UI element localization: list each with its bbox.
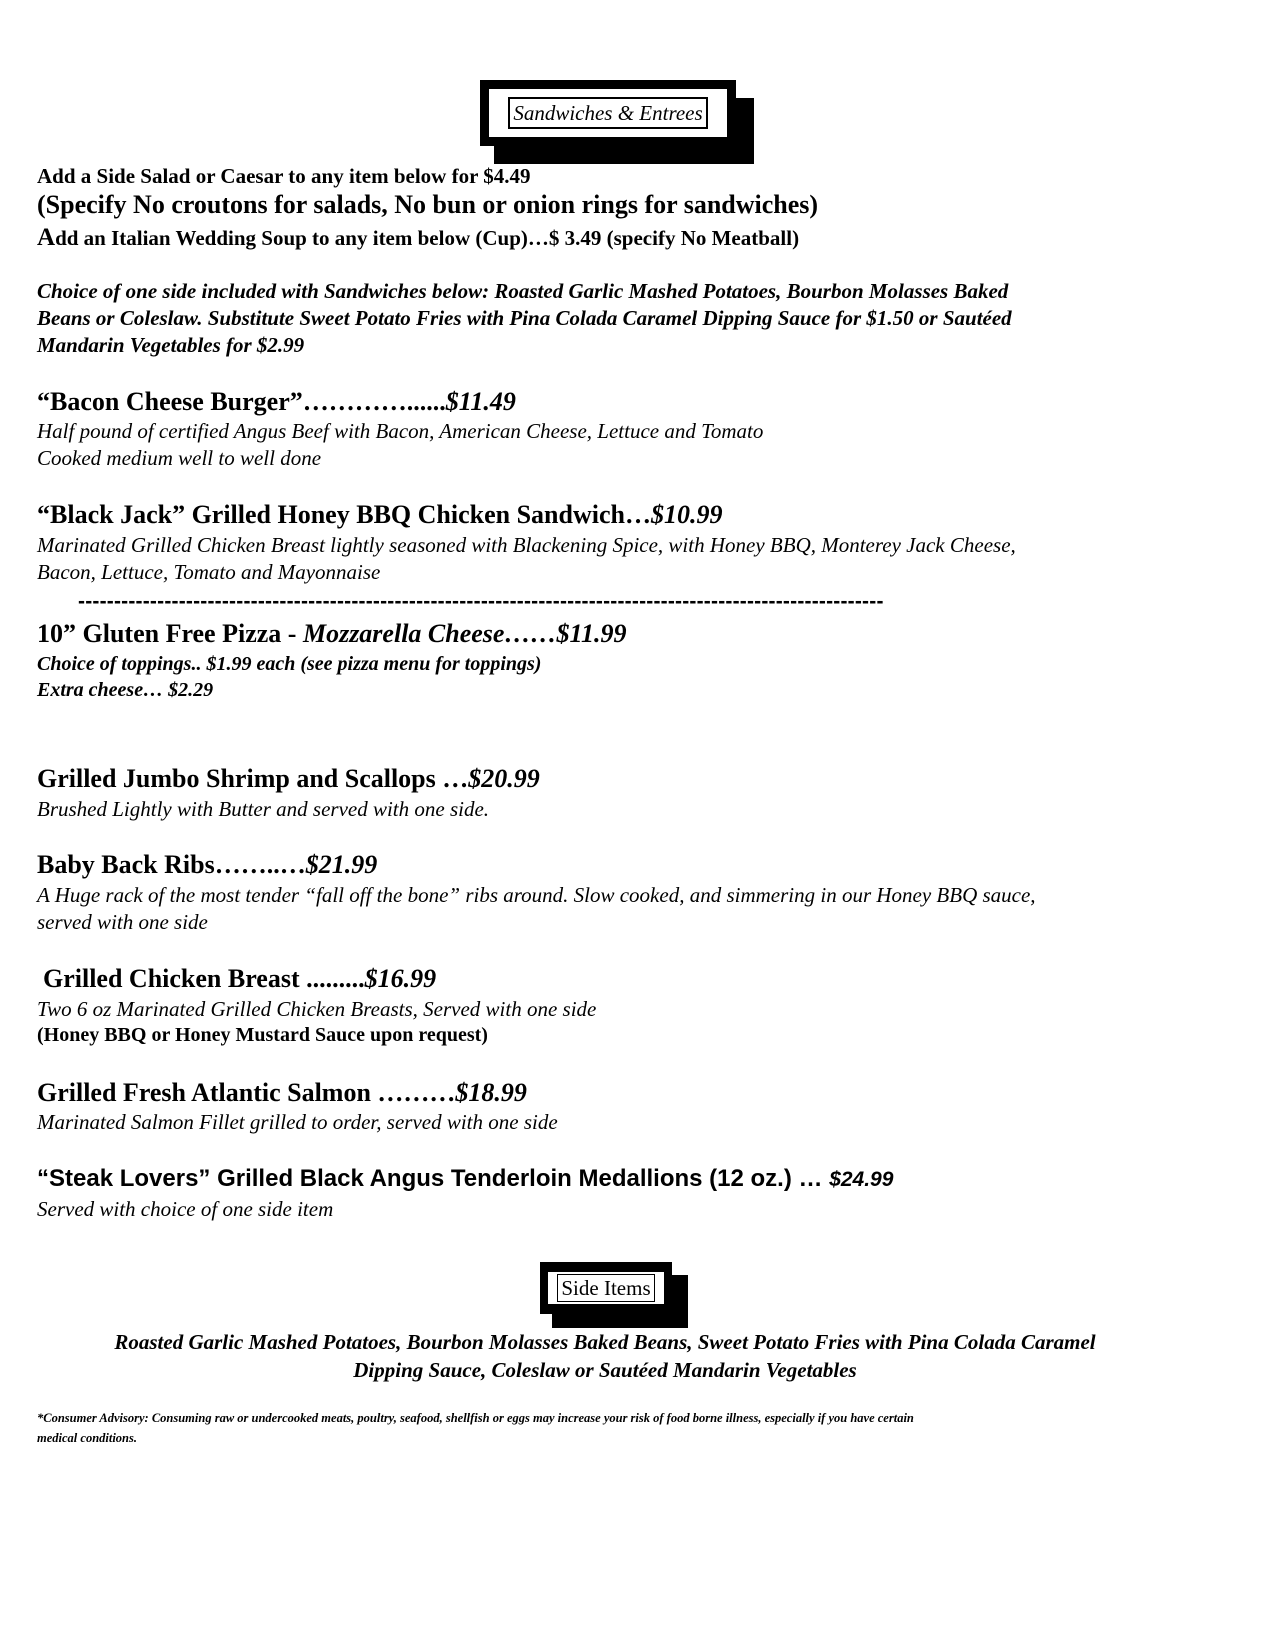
sides-list <box>0 1328 1210 1384</box>
item-description: A Huge rack of the most tender “fall off the bone” ribs around. Slow cooked, and simmering in our Honey BBQ sauce, <box>37 883 1036 907</box>
item-description: Served with choice of one side item <box>37 1197 334 1221</box>
price: $16.99 <box>364 964 437 993</box>
item-description: Bacon, Lettuce, Tomato and Mayonnaise <box>37 560 381 584</box>
item-description: Marinated Grilled Chicken Breast lightly seasoned with Blackening Spice, with Honey BBQ, Monterey Jack Cheese, <box>37 533 1016 557</box>
menu-item-steak: “Steak Lovers” Grilled Black Angus Tenderloin Medallions (12 oz.) … $24.99 <box>37 1165 894 1192</box>
dashed-divider: ---------------------------------------------------------------------------------------------------------------- <box>78 590 884 613</box>
section-title: Sandwiches & Entrees <box>508 97 707 129</box>
menu-item-chicken-breast: Grilled Chicken Breast .........$16.99 <box>43 964 437 993</box>
item-description: Half pound of certified Angus Beef with Bacon, American Cheese, Lettuce and Tomato <box>37 419 764 443</box>
item-description: Two 6 oz Marinated Grilled Chicken Breasts, Served with one side <box>37 997 597 1021</box>
sides-line: Dipping Sauce, Coleslaw or Sautéed Mandarin Vegetables <box>353 1358 857 1382</box>
price: $18.99 <box>455 1078 527 1107</box>
intro-soup: Add an Italian Wedding Soup to any item below (Cup)…$ 3.49 (specify No Meatball) <box>37 224 800 251</box>
menu-item-shrimp: Grilled Jumbo Shrimp and Scallops …$20.99 <box>37 764 540 793</box>
item-note: (Honey BBQ or Honey Mustard Sauce upon request) <box>37 1024 488 1046</box>
item-description: Brushed Lightly with Butter and served with one side. <box>37 797 490 821</box>
consumer-advisory: *Consumer Advisory: Consuming raw or undercooked meats, poultry, seafood, shellfish or eggs may increase your risk of food borne illness, especially if you have certain <box>37 1411 914 1425</box>
menu-item-burger: “Bacon Cheese Burger”…………......$11.49 <box>37 387 516 416</box>
side-items-title: Side Items <box>557 1274 654 1302</box>
choice-line-1: Choice of one side included with Sandwiches below: Roasted Garlic Mashed Potatoes, Bourbon Molasses Baked <box>37 279 1009 303</box>
item-description: Cooked medium well to well done <box>37 446 322 470</box>
choice-line-3: Mandarin Vegetables for $2.99 <box>37 333 305 357</box>
intro-specify: (Specify No croutons for salads, No bun or onion rings for sandwiches) <box>37 190 819 219</box>
menu-item-ribs: Baby Back Ribs……..…$21.99 <box>37 850 378 879</box>
menu-item-blackjack: “Black Jack” Grilled Honey BBQ Chicken Sandwich…$10.99 <box>37 500 723 529</box>
consumer-advisory: medical conditions. <box>37 1431 137 1445</box>
price: $11.49 <box>445 387 516 416</box>
menu-item-salmon: Grilled Fresh Atlantic Salmon ………$18.99 <box>37 1078 527 1107</box>
price: $21.99 <box>305 850 378 879</box>
item-description: Marinated Salmon Fillet grilled to order, served with one side <box>37 1110 558 1134</box>
side-items-title-box <box>540 1262 688 1328</box>
sides-line: Roasted Garlic Mashed Potatoes, Bourbon Molasses Baked Beans, Sweet Potato Fries with Pina Colada Caramel <box>114 1330 1096 1354</box>
intro-side-salad: Add a Side Salad or Caesar to any item below for $4.49 <box>37 164 531 188</box>
choice-line-2: Beans or Coleslaw. Substitute Sweet Potato Fries with Pina Colada Caramel Dipping Sauce for $1.50 or Sautéed <box>37 306 1012 330</box>
price: $10.99 <box>650 500 723 529</box>
price: $24.99 <box>829 1168 894 1191</box>
item-description: served with one side <box>37 910 208 934</box>
menu-item-pizza: 10” Gluten Free Pizza - Mozzarella Cheese……$11.99 <box>37 619 627 648</box>
item-description: Extra cheese… $2.29 <box>37 679 214 701</box>
item-description: Choice of toppings.. $1.99 each (see pizza menu for toppings) <box>37 653 542 675</box>
price: $20.99 <box>468 764 540 793</box>
section-title-box <box>480 80 754 164</box>
